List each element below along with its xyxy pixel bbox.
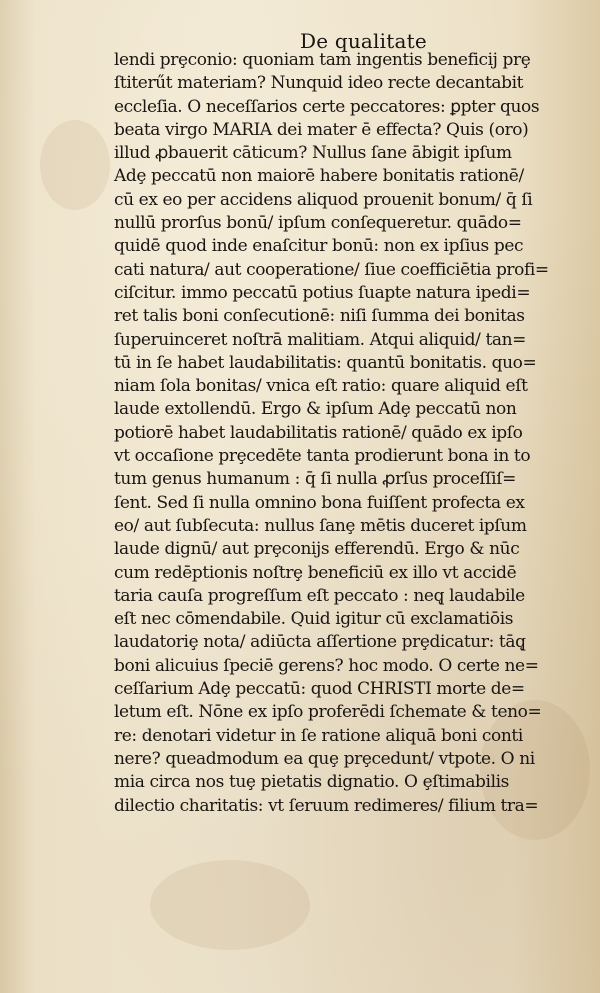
text-line: dilectio charitatis: vt ſeruum redimeres/ filium tra= [114,795,539,816]
text-line: cū ex eo per accidens aliquod prouenit bonum/ q̄ ſi [114,189,533,210]
text-line: eſt nec cōmendabile. Quid igitur cū exclamatiōis [114,609,514,630]
text-line: mia circa nos tuȩ pietatis dignatio. O ȩſtimabilis [114,772,509,793]
text-line: nullū prorſus bonū/ ipſum conſequeretur. quādo= [114,213,522,234]
text-line: boni alicuius ſpeciē gerens? hoc modo. O certe ne= [114,655,539,676]
text-line: re: denotari videtur in ſe ratione aliquā boni conti [114,725,523,746]
text-line: taria cauſa progreſſum eſt peccato : neq̨ laudabile [114,585,525,606]
text-line: letum eſt. Nōne ex ipſo proferēdi ſchemate & teno= [114,702,542,723]
text-line: tum genus humanum : q̄ ſi nulla ꝓrſus proceſſiſ= [114,469,516,490]
text-line: laudatoriȩ nota/ adiūcta aſſertione prȩdicatur: tāq̨ [114,632,526,653]
text-line: laude extollendū. Ergo & ipſum Adȩ peccatū non [114,399,517,420]
running-head: De qualitate [300,29,427,53]
text-line: ceſſarium Adȩ peccatū: quod CHRISTI morte de= [114,679,525,700]
text-line: quidē quod inde enaſcitur bonū: non ex ipſius pec [114,236,524,257]
text-line: cati natura/ aut cooperatione/ ſiue coefficiētia profi= [114,259,549,280]
text-line: cum redēptionis noſtrȩ beneficiū ex illo vt accidē [114,562,517,583]
text-line: ſuperuinceret noſtrā malitiam. Atqui aliquid/ tan= [114,329,527,350]
text-line: vt occaſione prȩcedēte tanta prodierunt bona in to [114,446,531,467]
text-line: ciſcitur. immo peccatū potius ſuapte natura ipedi= [114,282,531,303]
text-line: tū in ſe habet laudabilitatis: quantū bonitatis. quo= [114,352,537,373]
text-line: nere? queadmodum ea quȩ prȩcedunt/ vtpote. O ni [114,748,535,769]
text-line: eo/ aut ſubſecuta: nullus ſanȩ mētis duceret ipſum [114,515,527,536]
text-line: niam ſola bonitas/ vnica eſt ratio: quare aliquid eſt [114,376,528,397]
text-line: potiorē habet laudabilitatis rationē/ quādo ex ipſo [114,422,523,443]
text-line: ſtiterűt materiam? Nunquid ideo recte decantabit [114,73,524,94]
text-line: laude dignū/ aut prȩconijs efferendū. Ergo & nūc [114,539,520,560]
text-line: ſent. Sed ſi nulla omnino bona fuiſſent profecta ex [114,492,525,513]
text-line: lendi prȩconio: quoniam tam ingentis beneficij prȩ [114,50,531,70]
text-line: beata virgo MARIA dei mater ē effecta? Quis (oro) [114,119,529,140]
text-line: Adȩ peccatū non maiorē habere bonitatis rationē/ [114,166,524,187]
text-line: illud ꝓbauerit cāticum? Nullus ſane ābigit ipſum [114,143,512,164]
paper-stain [40,120,110,210]
paper-stain [150,860,310,950]
text-line: ret talis boni conſecutionē: niſi ſumma dei bonitas [114,306,525,327]
body-text [114,49,584,818]
text-line: eccleſia. O neceſſarios certe peccatores: ꝑpter quos [114,96,540,117]
